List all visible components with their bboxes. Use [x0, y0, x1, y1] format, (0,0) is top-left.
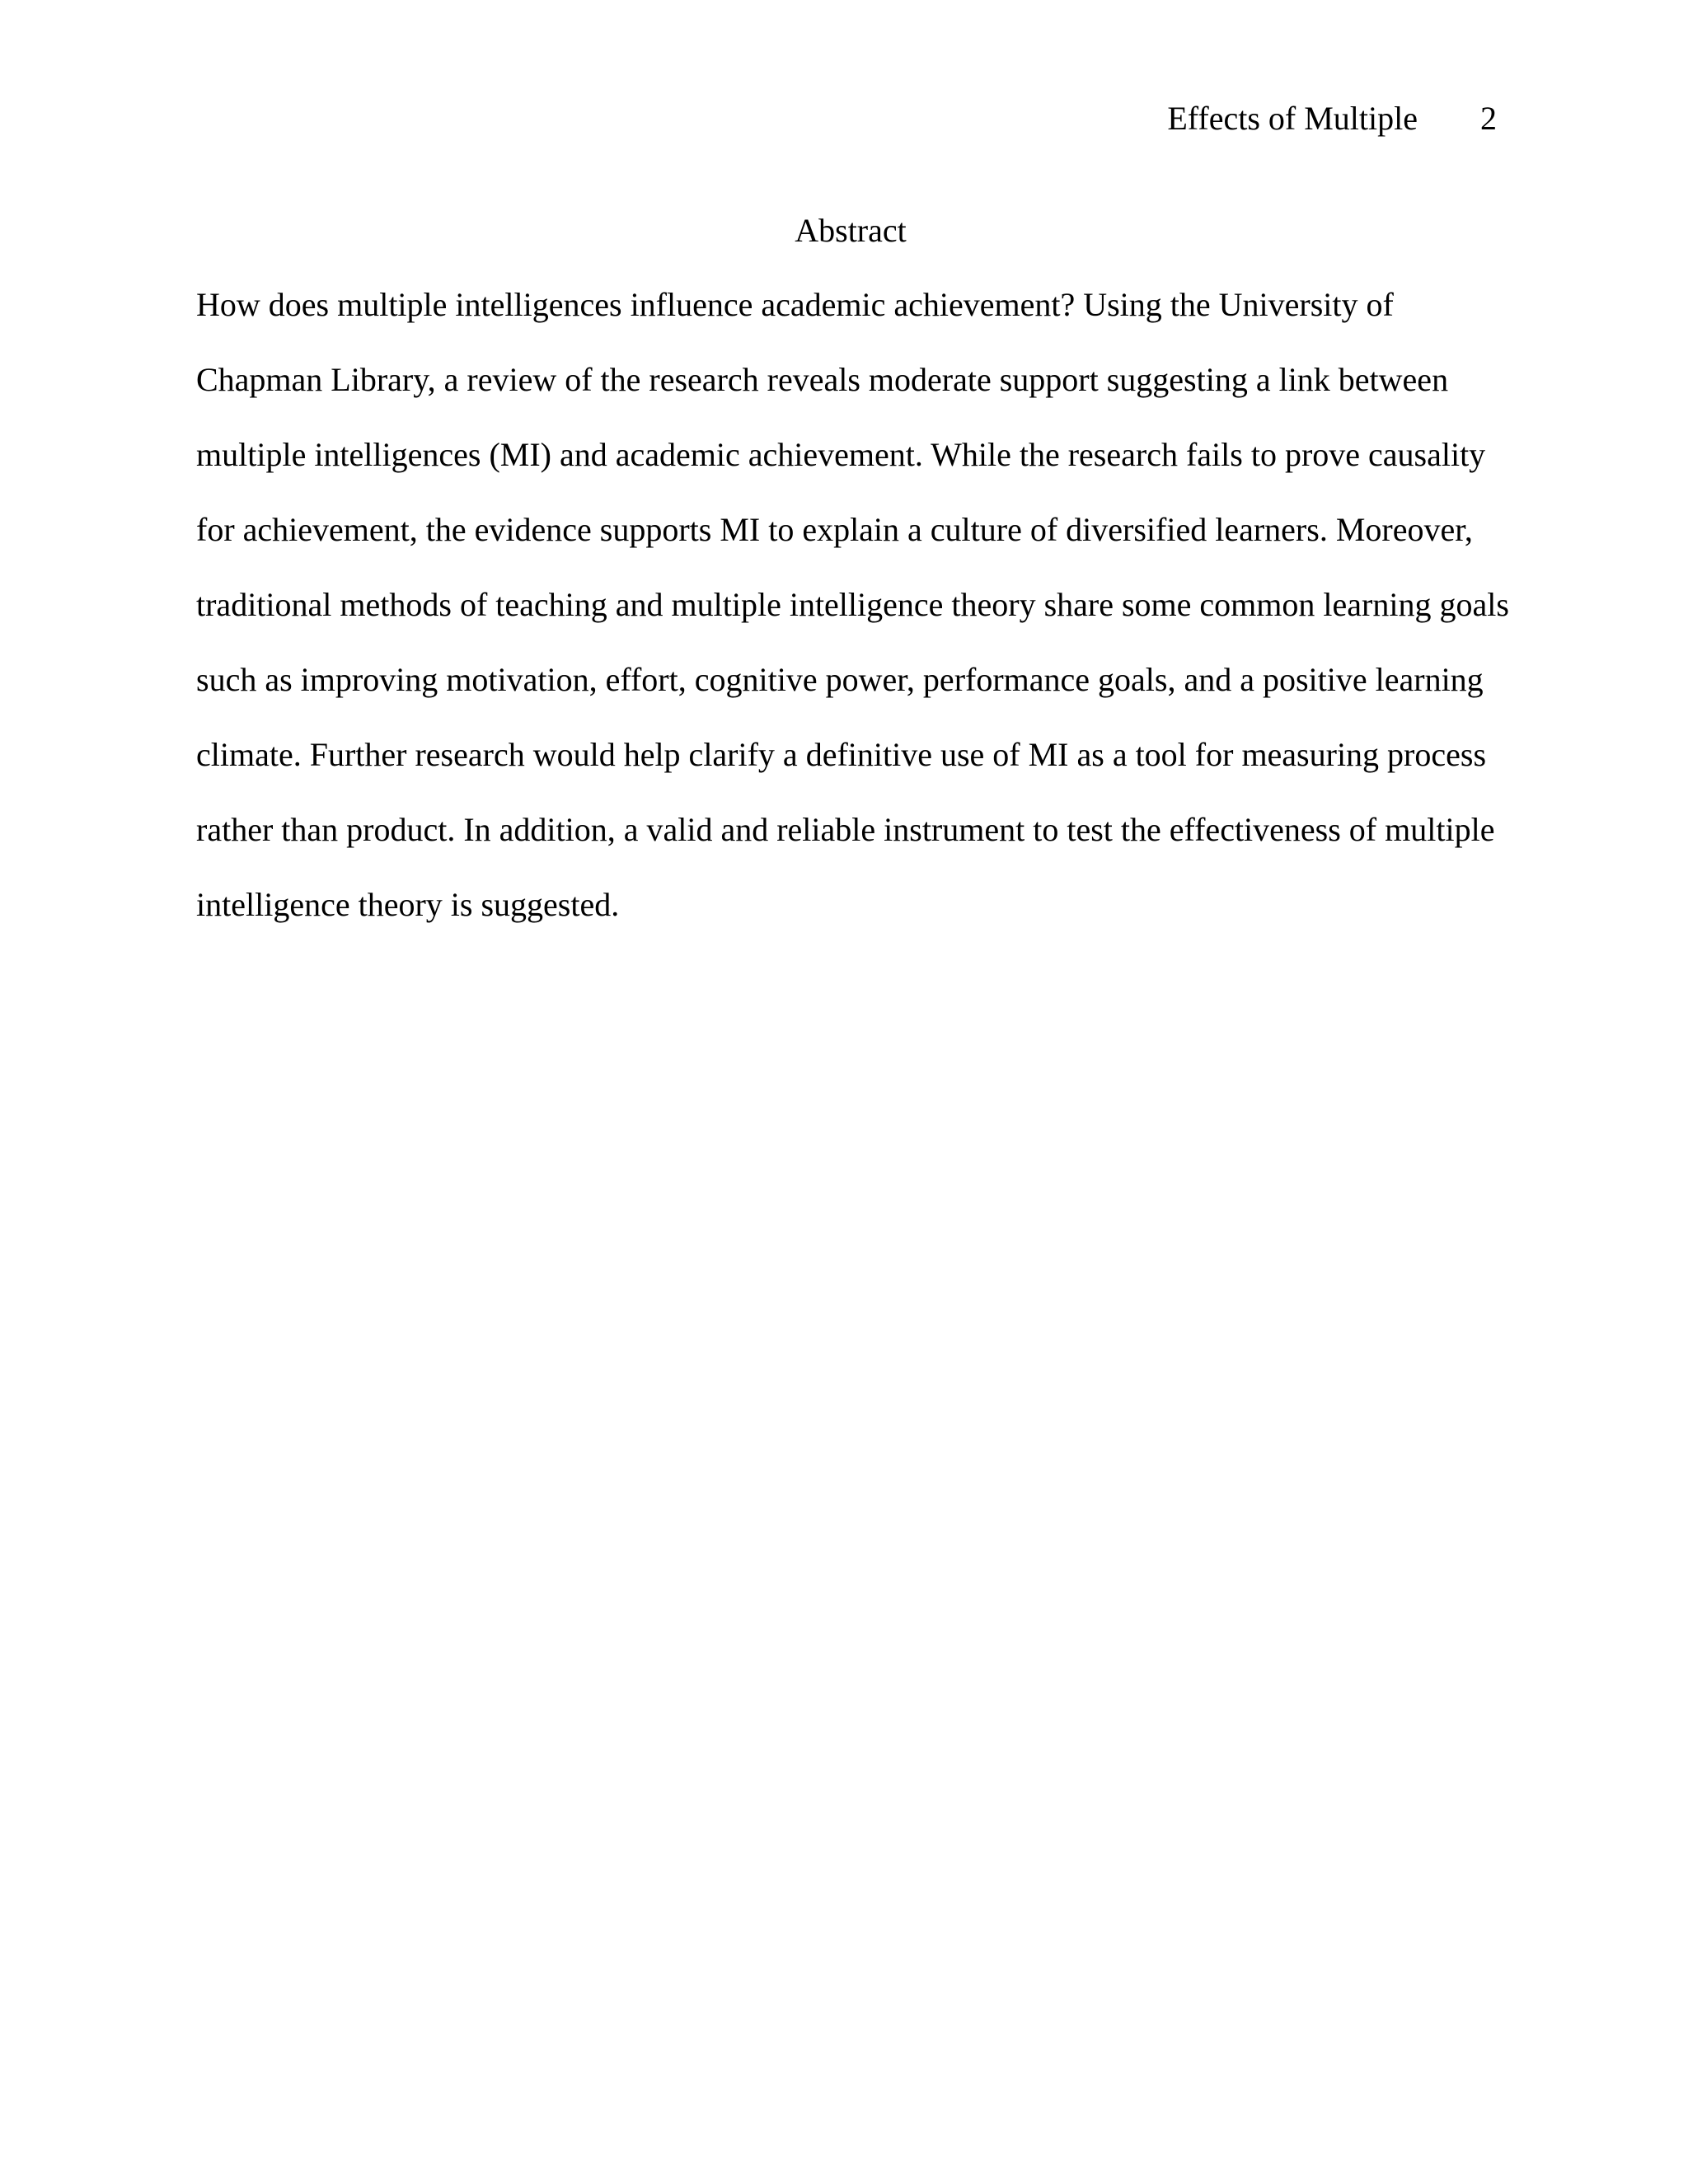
abstract-line: traditional methods of teaching and multiple intelligence theory share some common learning goals: [196, 586, 1509, 623]
running-head-title: Effects of Multiple: [1167, 100, 1418, 137]
abstract-body: [196, 284, 1531, 958]
running-head: [989, 97, 1497, 140]
page-number: 2: [1480, 100, 1497, 137]
abstract-line: rather than product. In addition, a valid and reliable instrument to test the effectiveness of multiple: [196, 811, 1495, 848]
abstract-line: multiple intelligences (MI) and academic achievement. While the research fails to prove causality: [196, 436, 1486, 473]
abstract-line: Chapman Library, a review of the research reveals moderate support suggesting a link between: [196, 361, 1449, 398]
abstract-line: climate. Further research would help clarify a definitive use of MI as a tool for measuring process: [196, 736, 1487, 773]
abstract-line: How does multiple intelligences influence academic achievement? Using the University of: [196, 286, 1394, 323]
abstract-line: such as improving motivation, effort, cognitive power, performance goals, and a positive learning: [196, 661, 1484, 698]
abstract-heading: Abstract: [795, 212, 907, 249]
abstract-line: intelligence theory is suggested.: [196, 886, 620, 923]
abstract-line: for achievement, the evidence supports MI to explain a culture of diversified learners. Moreover,: [196, 511, 1473, 548]
